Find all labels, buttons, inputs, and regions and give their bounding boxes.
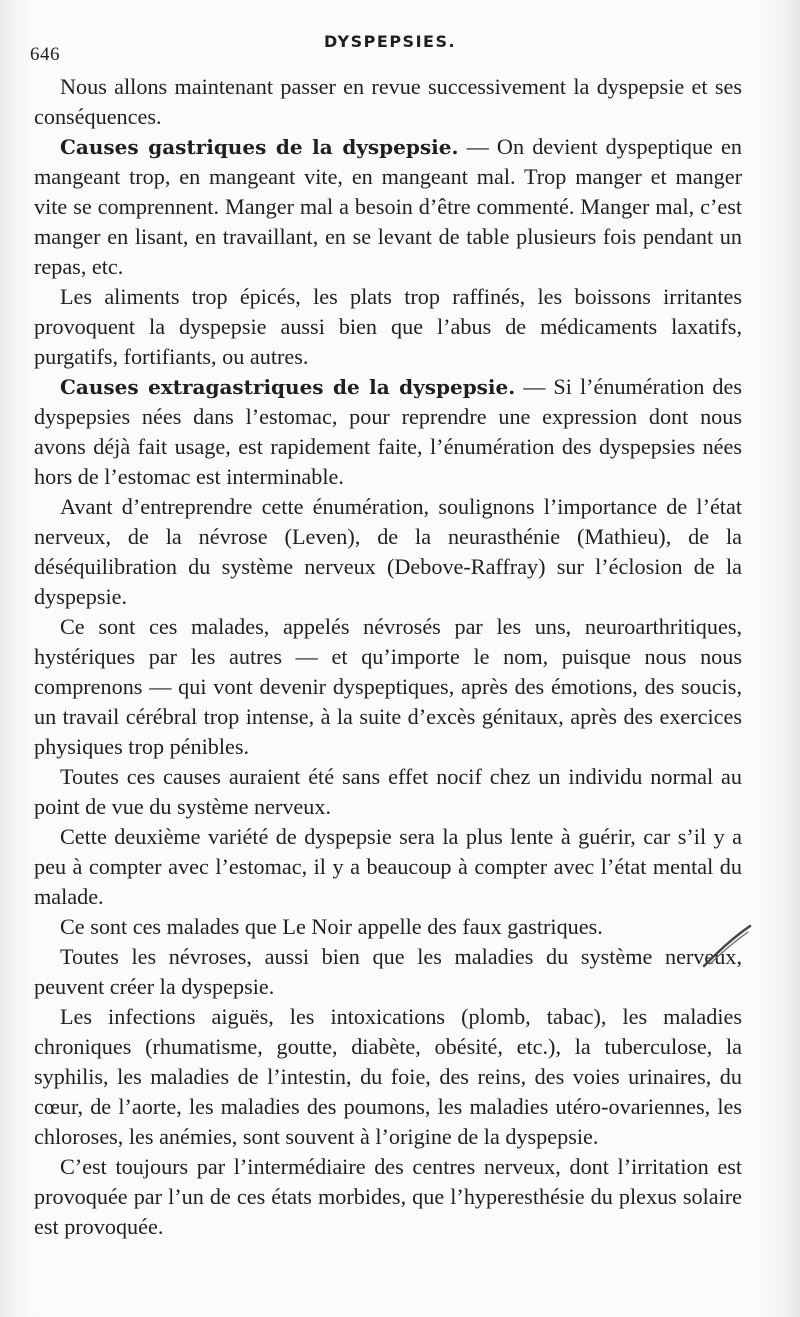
section-heading-extragastric-causes: Causes extragastriques de la dyspepsie.: [60, 375, 516, 399]
paragraph-text: Cette deuxième variété de dyspepsie sera la plus lente à guérir, car s’il y a peu à compter avec l’estomac, il y a beaucoup à compter avec l’état mental du malade.: [34, 824, 742, 909]
pencil-margin-mark: [700, 922, 760, 972]
paragraph-text: C’est toujours par l’intermédiaire des centres nerveux, dont l’irritation est provoquée par l’un de ces états morbides, que l’hyperesthésie du plexus solaire est provoquée.: [34, 1154, 742, 1239]
paragraph-intro: [34, 72, 742, 132]
running-title: DYSPEPSIES.: [323, 32, 457, 51]
page-number: 646: [30, 44, 60, 65]
paragraph-neuroses: [34, 942, 742, 1002]
paragraph-infections: [34, 1002, 742, 1152]
section-heading-gastric-causes: Causes gastriques de la dyspepsie.: [60, 135, 459, 159]
paragraph-text: Toutes les névroses, aussi bien que les maladies du système nerveux, peuvent créer la dyspepsie.: [34, 944, 742, 999]
paragraph-food: [34, 282, 742, 372]
paragraph-extragastric-causes: [34, 372, 742, 492]
paragraph-text: Nous allons maintenant passer en revue successivement la dyspepsie et ses conséquences.: [34, 74, 742, 129]
paragraph-text: Les infections aiguës, les intoxications (plomb, tabac), les maladies chroniques (rhumatisme, goutte, diabète, obésité, etc.), la tuberculose, la syphilis, les maladies de l’intestin, du foie, des reins, des voies urinaires, du cœur, de l’aorte, les maladies des poumons, les maladies utéro-ovariennes, les chloroses, les anémies, sont souvent à l’origine de la dyspepsie.: [34, 1004, 742, 1149]
paragraph-text: Les aliments trop épicés, les plats trop raffinés, les boissons irritantes provoquent la dyspepsie aussi bien que l’abus de médicaments laxatifs, purgatifs, fortifiants, ou autres.: [34, 284, 742, 369]
paragraph-text: Toutes ces causes auraient été sans effet nocif chez un individu normal au point de vue du système nerveux.: [34, 764, 742, 819]
paragraph-nerve-centers: [34, 1152, 742, 1242]
body-text: [34, 72, 742, 1242]
paragraph-le-noir: [34, 912, 742, 942]
paragraph-nervous-state: [34, 492, 742, 612]
paragraph-second-variety: [34, 822, 742, 912]
paragraph-text: Ce sont ces malades, appelés névrosés par les uns, neuroarthritiques, hystériques par les autres — et qu’importe le nom, puisque nous nous comprenons — qui vont devenir dyspeptiques, après des émotions, des soucis, un travail cérébral trop intense, à la suite d’excès génitaux, après des exercices physiques trop pénibles.: [34, 614, 742, 759]
paragraph-neurotics: [34, 612, 742, 762]
paragraph-text: — On devient dyspeptique en mangeant trop, en mangeant vite, en mangeant mal. Trop manger et manger vite se comprennent. Manger mal a besoin d’être commenté. Manger mal, c’est manger en lisant, en travaillant, en se levant de table plusieurs fois pendant un repas, etc.: [34, 134, 742, 279]
paragraph-text: Ce sont ces malades que Le Noir appelle des faux gastriques.: [60, 914, 603, 939]
paragraph-gastric-causes: [34, 132, 742, 282]
paragraph-text: Avant d’entreprendre cette énumération, soulignons l’importance de l’état nerveux, de la névrose (Leven), de la neurasthénie (Mathieu), de la déséquilibration du système nerveux (Debove-Raffray) sur l’éclosion de la dyspepsie.: [34, 494, 742, 609]
paragraph-normal-individual: [34, 762, 742, 822]
paragraph-text: — Si l’énumération des dyspepsies nées dans l’estomac, pour reprendre une expression dont nous avons déjà fait usage, est rapidement faite, l’énumération des dyspepsies nées hors de l’estomac est interminable.: [34, 374, 742, 489]
